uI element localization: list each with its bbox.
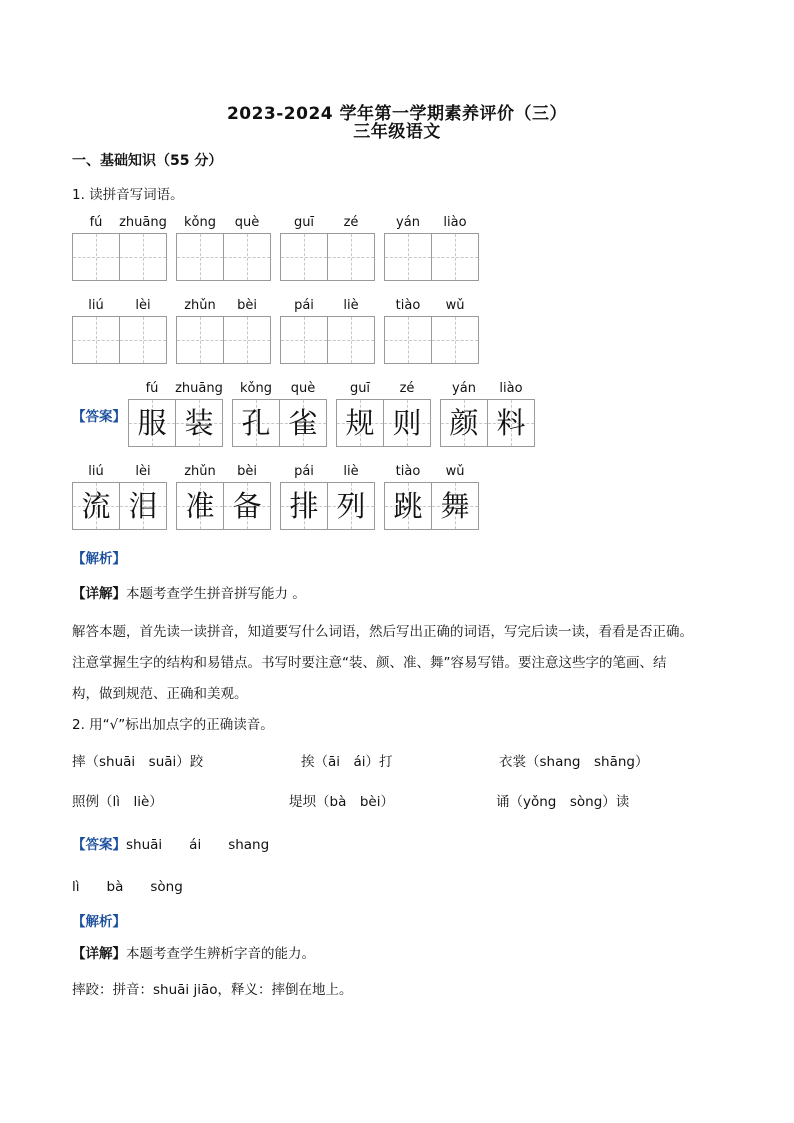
- detail-line: [72, 942, 315, 962]
- writing-cell[interactable]: [280, 233, 328, 281]
- answer-text: shuāi ái shang: [126, 837, 270, 853]
- answer-cell: [72, 482, 120, 530]
- detail-text: 本题考查学生辨析字音的能力。: [126, 946, 315, 962]
- answer-label: 【答案】: [72, 837, 126, 853]
- answer-cell: [119, 482, 167, 530]
- writing-cell[interactable]: [72, 316, 120, 364]
- answer-character: 备: [232, 489, 262, 523]
- answer-character: 规: [345, 406, 375, 440]
- pinyin: yán: [452, 381, 476, 396]
- writing-cell[interactable]: [431, 233, 479, 281]
- pinyin: guī: [349, 381, 371, 396]
- answer-cell: [431, 482, 479, 530]
- writing-cell[interactable]: [384, 316, 432, 364]
- pinyin: kǒng: [240, 381, 272, 396]
- answer-cell: [384, 482, 432, 530]
- detail-label: 【详解】: [72, 586, 126, 602]
- answer-cell: [280, 482, 328, 530]
- pinyin: què: [290, 381, 316, 396]
- answer-pinyin-row-1: [128, 381, 544, 396]
- answer-character: 列: [336, 489, 366, 523]
- q2-answer-line-1: [72, 833, 269, 853]
- pinyin: wǔ: [445, 464, 465, 479]
- pinyin: liú: [88, 464, 104, 479]
- answer-character: 装: [184, 406, 214, 440]
- explanation-para-1: 解答本题，首先读一读拼音，知道要写什么词语，然后写出正确的词语，写完后读一读，看看是否正确。: [72, 624, 693, 640]
- pinyin: yán: [396, 215, 420, 230]
- answer-character: 排: [289, 489, 319, 523]
- writing-cell[interactable]: [176, 233, 224, 281]
- pinyin: pái: [294, 464, 314, 479]
- answer-character: 料: [496, 406, 526, 440]
- pronunciation-item: 挨（āi ái）打: [301, 754, 393, 770]
- answer-character: 泪: [128, 489, 158, 523]
- pinyin: wǔ: [445, 298, 465, 313]
- analysis-label: 【解析】: [72, 914, 126, 930]
- answer-cell: [223, 482, 271, 530]
- answer-character: 跳: [393, 489, 423, 523]
- pinyin: kǒng: [184, 215, 216, 230]
- answer-character: 雀: [288, 406, 318, 440]
- page-title: 2023-2024 学年第一学期素养评价（三）: [226, 104, 568, 124]
- section-heading: 一、基础知识（55 分）: [72, 153, 223, 169]
- answer-character: 舞: [440, 489, 470, 523]
- explanation-para-3: 构，做到规范、正确和美观。: [72, 686, 248, 702]
- question-2-prompt: 2. 用“√”标出加点字的正确读音。: [72, 717, 274, 733]
- answer-character: 服: [137, 406, 167, 440]
- answer-pinyin-row-2: [72, 464, 488, 479]
- answer-cell: [487, 399, 535, 447]
- pinyin: zé: [343, 215, 359, 230]
- pinyin: liè: [343, 298, 359, 313]
- answer-grid-row-2: [72, 482, 488, 530]
- pronunciation-item: 摔（shuāi suāi）跤: [72, 754, 204, 770]
- explanation-line: 摔跤：拼音：shuāi jiāo，释义：摔倒在地上。: [72, 982, 353, 998]
- pronunciation-item: 照例（lì liè）: [72, 794, 163, 810]
- pinyin: fú: [89, 215, 103, 230]
- pinyin: tiào: [395, 298, 421, 313]
- answer-cell: [175, 399, 223, 447]
- writing-cell[interactable]: [72, 233, 120, 281]
- pinyin: tiào: [395, 464, 421, 479]
- answer-cell: [336, 399, 384, 447]
- pinyin: què: [234, 215, 260, 230]
- pinyin: liào: [443, 215, 467, 230]
- answer-grid-row-1: [128, 399, 544, 447]
- pinyin: lèi: [135, 298, 151, 313]
- pinyin: bèi: [237, 298, 257, 313]
- explanation-para-2: 注意掌握生字的结构和易错点。书写时要注意“装、颜、准、舞”容易写错。要注意这些字的笔画、结: [72, 655, 667, 671]
- pinyin: liào: [499, 381, 523, 396]
- writing-cell[interactable]: [119, 316, 167, 364]
- answer-character: 则: [392, 406, 422, 440]
- answer-character: 准: [185, 489, 215, 523]
- pinyin: liú: [88, 298, 104, 313]
- writing-cell[interactable]: [223, 233, 271, 281]
- answer-character: 颜: [449, 406, 479, 440]
- detail-text: 本题考查学生拼音拼写能力 。: [126, 586, 306, 602]
- pinyin-row-1: [72, 215, 488, 230]
- answer-cell: [383, 399, 431, 447]
- writing-cell[interactable]: [327, 316, 375, 364]
- writing-cell[interactable]: [223, 316, 271, 364]
- writing-cell[interactable]: [431, 316, 479, 364]
- pinyin: zhuāng: [175, 381, 223, 396]
- detail-label: 【详解】: [72, 946, 126, 962]
- writing-cell[interactable]: [384, 233, 432, 281]
- pinyin: zhuāng: [119, 215, 167, 230]
- writing-grid-row-1: [72, 233, 488, 281]
- answer-cell: [232, 399, 280, 447]
- detail-line: [72, 582, 306, 602]
- pinyin: fú: [145, 381, 159, 396]
- answer-cell: [440, 399, 488, 447]
- answer-cell: [327, 482, 375, 530]
- answer-label: 【答案】: [72, 409, 126, 425]
- pronunciation-item: 堤坝（bà bèi）: [289, 794, 394, 810]
- q2-answer-line-2: lì bà sòng: [72, 879, 183, 895]
- pinyin: zhǔn: [184, 464, 216, 479]
- pinyin-row-2: [72, 298, 488, 313]
- writing-cell[interactable]: [327, 233, 375, 281]
- page-subtitle: 三年级语文: [353, 122, 441, 142]
- answer-character: 孔: [241, 406, 271, 440]
- pronunciation-item: 衣裳（shang shāng）: [499, 754, 649, 770]
- pronunciation-item: 诵（yǒng sòng）读: [496, 794, 630, 810]
- answer-cell: [279, 399, 327, 447]
- pinyin: guī: [293, 215, 315, 230]
- question-1-prompt: 1. 读拼音写词语。: [72, 187, 184, 203]
- writing-cell[interactable]: [280, 316, 328, 364]
- pinyin: liè: [343, 464, 359, 479]
- writing-cell[interactable]: [176, 316, 224, 364]
- answer-cell: [176, 482, 224, 530]
- pinyin: pái: [294, 298, 314, 313]
- answer-character: 流: [81, 489, 111, 523]
- pinyin: lèi: [135, 464, 151, 479]
- answer-cell: [128, 399, 176, 447]
- pinyin: bèi: [237, 464, 257, 479]
- analysis-label: 【解析】: [72, 551, 126, 567]
- writing-cell[interactable]: [119, 233, 167, 281]
- writing-grid-row-2: [72, 316, 488, 364]
- pinyin: zhǔn: [184, 298, 216, 313]
- pinyin: zé: [399, 381, 415, 396]
